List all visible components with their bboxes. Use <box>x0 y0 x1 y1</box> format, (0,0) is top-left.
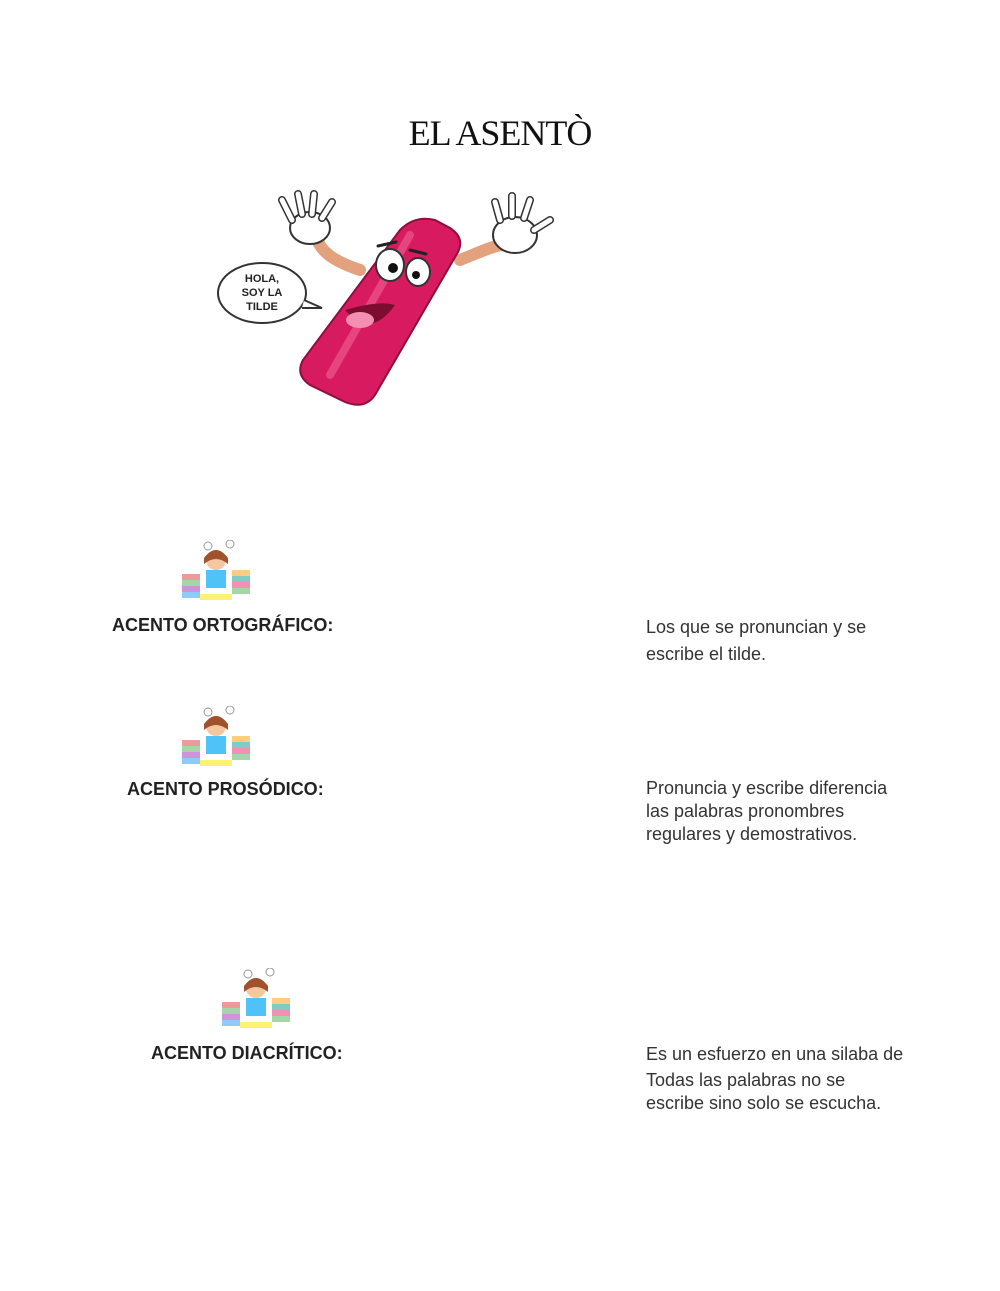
definition-line: Es un esfuerzo en una silaba de <box>646 1044 904 1064</box>
left-glove-icon <box>282 194 332 244</box>
definition-line: escribe sino solo se escucha. <box>646 1093 882 1113</box>
term-acento-ortografico: ACENTO ORTOGRÁFICO: <box>112 615 334 635</box>
tilde-character-illustration <box>210 190 560 410</box>
girl-with-books-icon <box>178 540 254 606</box>
term-acento-prosodico: ACENTO PROSÓDICO: <box>127 779 324 799</box>
page-title: EL ASENTÒ <box>408 113 592 153</box>
term-acento-diacritico: ACENTO DIACRÍTICO: <box>151 1043 343 1063</box>
definition-acento-diacritico <box>646 1041 946 1116</box>
definition-acento-prosodico <box>646 777 946 846</box>
definition-line: las palabras pronombres <box>646 801 845 821</box>
definition-acento-ortografico <box>646 614 946 668</box>
speech-line-3: TILDE <box>246 301 278 313</box>
speech-line-2: SOY LA <box>241 287 283 299</box>
girl-with-books-icon <box>218 968 294 1034</box>
girl-with-books-icon <box>178 706 254 772</box>
speech-bubble <box>218 263 322 323</box>
speech-line-1: HOLA, <box>244 273 280 285</box>
definition-line: regulares y demostrativos. <box>646 824 858 844</box>
right-glove-icon <box>493 196 550 253</box>
definition-line: Todas las palabras no se <box>646 1070 846 1090</box>
definition-line: escribe el tilde. <box>646 644 767 664</box>
definition-line: Los que se pronuncian y se <box>646 617 867 637</box>
definition-line: Pronuncia y escribe diferencia <box>646 778 888 798</box>
